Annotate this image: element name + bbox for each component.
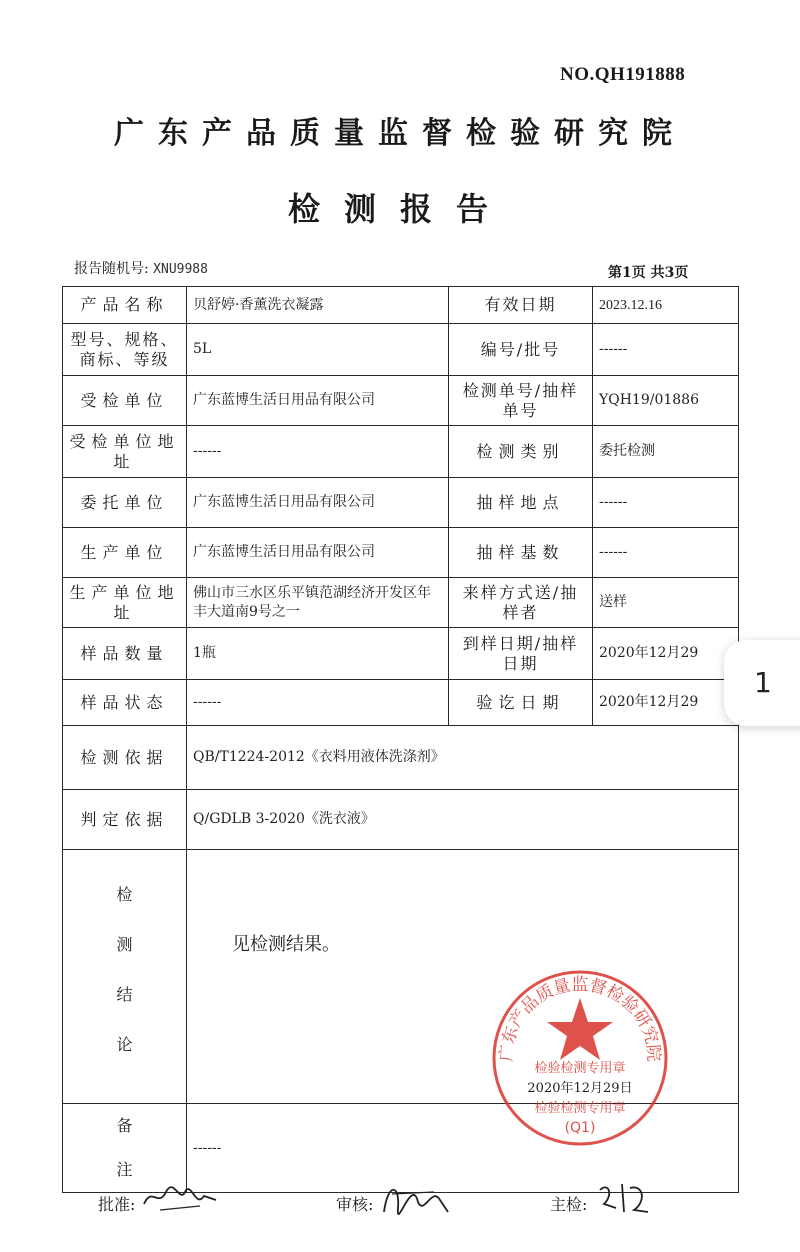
institute-name: 广东产品质量监督检验研究院 — [114, 116, 686, 151]
report-number: NO.QH191888 — [560, 64, 686, 85]
seal-center-text: 检验检测专用章 — [534, 1061, 626, 1076]
sampling-base-value: ------ — [593, 528, 739, 578]
valid-date-value — [593, 287, 739, 324]
conclusion-label-char: 结 — [116, 985, 133, 1004]
model-value: 5L — [187, 324, 449, 376]
page-indicator[interactable] — [724, 640, 800, 726]
producer-value: 广东蓝博生活日用品有限公司 — [187, 528, 449, 578]
model-label: 型号、规格、商标、等级 — [63, 324, 187, 376]
table-row — [63, 478, 739, 528]
document-title: 检测报告 — [287, 190, 512, 228]
quantity-value: 1瓶 — [187, 628, 449, 680]
arrival-date-label: 到样日期/抽样日期 — [449, 628, 593, 680]
seal-date: 2020年12月29日 — [527, 1081, 633, 1096]
remarks-label-char: 备 — [116, 1116, 133, 1135]
seal-center-text-2: 检验检测专用章 — [534, 1101, 626, 1116]
producer-addr-label: 生产单位地址 — [63, 578, 187, 628]
table-row — [63, 287, 739, 324]
status-value: ------ — [187, 680, 449, 726]
seal-code: (Q1) — [564, 1120, 596, 1136]
basis-value: QB/T1224-2012《衣料用液体洗涤剂》 — [187, 726, 739, 790]
quantity-label: 样品数量 — [63, 628, 187, 680]
basis-label: 检测依据 — [63, 726, 187, 790]
table-row — [63, 324, 739, 376]
product-name-value: 贝舒婷·香薰洗衣凝露 — [187, 287, 449, 324]
conclusion-label-char: 测 — [116, 935, 133, 954]
status-label: 样品状态 — [63, 680, 187, 726]
serial-label: 报告随机号: — [74, 261, 149, 277]
inspected-addr-label: 受检单位地址 — [63, 426, 187, 478]
judgement-label: 判定依据 — [63, 790, 187, 850]
client-label: 委托单位 — [63, 478, 187, 528]
conclusion-text: 见检测结果。 — [232, 934, 340, 955]
test-no-label: 检测单号/抽样单号 — [449, 376, 593, 426]
batch-value: ------ — [593, 324, 739, 376]
approver-signature — [140, 1178, 220, 1214]
test-type-value: 委托检测 — [593, 426, 739, 478]
inspected-unit-label: 受检单位 — [63, 376, 187, 426]
table-row — [63, 376, 739, 426]
inspector-label: 主检: — [550, 1195, 588, 1214]
test-no-value: YQH19/01886 — [593, 376, 739, 426]
official-seal — [490, 968, 670, 1148]
valid-date-label: 有效日期 — [449, 287, 593, 324]
arrival-date-value: 2020年12月29 — [593, 628, 739, 680]
table-row — [63, 528, 739, 578]
completion-date-label: 验讫日期 — [449, 680, 593, 726]
serial-value: XNU9988 — [153, 262, 208, 277]
reviewer-signature — [378, 1172, 454, 1222]
client-value: 广东蓝博生活日用品有限公司 — [187, 478, 449, 528]
remarks-value: ------ — [187, 1104, 739, 1193]
conclusion-label-char: 检 — [116, 885, 133, 904]
table-row — [63, 790, 739, 850]
completion-date-value: 2020年12月29 — [593, 680, 739, 726]
reviewer-label: 审核: — [336, 1195, 374, 1214]
inspected-addr-value: ------ — [187, 426, 449, 478]
page-indicator-number: 1 — [754, 666, 772, 699]
producer-addr-value: 佛山市三水区乐平镇范湖经济开发区年丰大道南9号之一 — [187, 578, 449, 628]
seal-star-icon — [547, 998, 613, 1060]
table-row — [63, 426, 739, 478]
producer-label: 生产单位 — [63, 528, 187, 578]
page-info: 第1页 共3页 — [608, 265, 689, 281]
conclusion-label-char: 论 — [116, 1035, 133, 1054]
table-row — [63, 726, 739, 790]
remarks-label-char: 注 — [116, 1160, 133, 1179]
table-row — [63, 578, 739, 628]
inspected-unit-value: 广东蓝博生活日用品有限公司 — [187, 376, 449, 426]
judgement-value: Q/GDLB 3-2020《洗衣液》 — [187, 790, 739, 850]
serial-line — [74, 258, 208, 278]
sampling-base-label: 抽样基数 — [449, 528, 593, 578]
valid-date-text: 2023.12.16 — [599, 297, 662, 313]
test-type-label: 检测类别 — [449, 426, 593, 478]
table-row — [63, 628, 739, 680]
sampling-place-label: 抽样地点 — [449, 478, 593, 528]
sampling-place-value: ------ — [593, 478, 739, 528]
seal-ring-text: 广东产品质量监督检验研究院 — [496, 975, 664, 1063]
table-row — [63, 680, 739, 726]
sample-method-value: 送样 — [593, 578, 739, 628]
batch-label: 编号/批号 — [449, 324, 593, 376]
inspector-signature — [594, 1178, 654, 1218]
conclusion-label — [63, 850, 187, 1104]
approver-label: 批准: — [98, 1195, 136, 1214]
sample-method-label: 来样方式送/抽样者 — [449, 578, 593, 628]
product-name-label: 产品名称 — [63, 287, 187, 324]
